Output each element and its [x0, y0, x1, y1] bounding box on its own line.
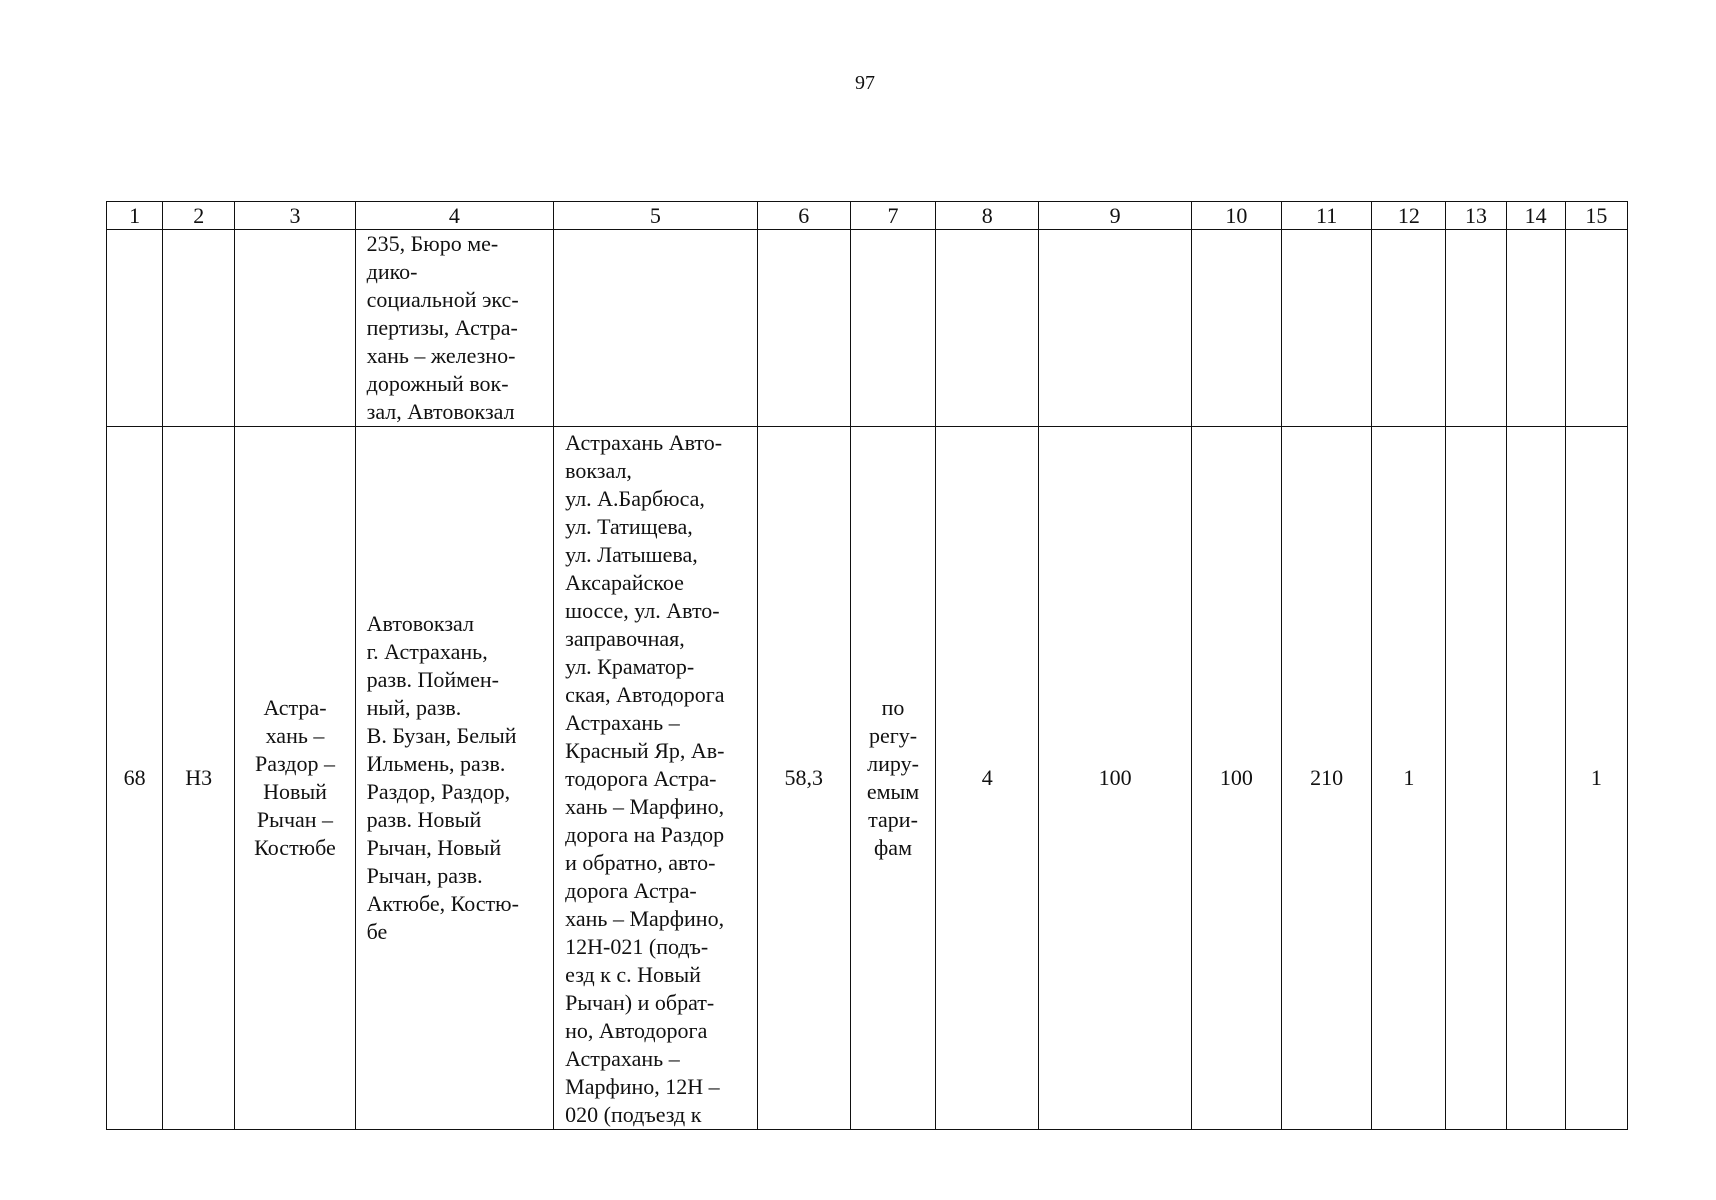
- table-cell: [850, 230, 935, 427]
- length-cell: 58,3: [757, 427, 850, 1130]
- table-cell-12: 1: [1372, 427, 1446, 1130]
- column-header-5: 5: [554, 202, 758, 230]
- table-cell: [757, 230, 850, 427]
- column-header-15: 15: [1565, 202, 1627, 230]
- column-header-8: 8: [936, 202, 1039, 230]
- table-cell: [1446, 230, 1506, 427]
- header-row: [107, 202, 1628, 230]
- table-cell-11: 210: [1282, 427, 1372, 1130]
- column-header-13: 13: [1446, 202, 1506, 230]
- column-header-11: 11: [1282, 202, 1372, 230]
- table-cell-14: [1506, 427, 1565, 1130]
- table-cell: [1039, 230, 1191, 427]
- table-cell-13: [1446, 427, 1506, 1130]
- table-cell-9: 100: [1039, 427, 1191, 1130]
- column-header-6: 6: [757, 202, 850, 230]
- route-name-cell: Астра- хань – Раздор – Новый Рычан – Костюбе: [235, 427, 355, 1130]
- table-cell-8: 4: [936, 427, 1039, 1130]
- column-header-10: 10: [1191, 202, 1281, 230]
- streets-cell: Астрахань Авто- вокзал, ул. А.Барбюса, ул. Татищева, ул. Латышева, Аксарайское шоссе, ул. Авто- заправочная, ул. Краматор- ская, Автодорога Астрахань – Красный Яр, Ав- тодорога Астра- хань – Марфино, дорога на Раздор и обратно, авто- дорога Астра- хань – Марфино, 12Н-021 (подъ- езд к с. Новый Рычан) и обрат- но, Автодорога Астрахань – Марфино, 12Н – 020 (подъезд к: [554, 427, 758, 1130]
- table-cell: [1282, 230, 1372, 427]
- table-cell: [1372, 230, 1446, 427]
- column-header-1: 1: [107, 202, 163, 230]
- page-number: 97: [855, 72, 875, 94]
- column-header-3: 3: [235, 202, 355, 230]
- table-row: [107, 427, 1628, 1130]
- table-cell: [235, 230, 355, 427]
- route-number-cell: 68: [107, 427, 163, 1130]
- table-cell-10: 100: [1191, 427, 1281, 1130]
- column-header-4: 4: [355, 202, 554, 230]
- table-row: [107, 230, 1628, 427]
- table-cell-15: 1: [1565, 427, 1627, 1130]
- column-header-2: 2: [163, 202, 235, 230]
- table-cell: [1506, 230, 1565, 427]
- table-cell: [936, 230, 1039, 427]
- table-cell: [554, 230, 758, 427]
- table-cell: [163, 230, 235, 427]
- stops-cell: Автовокзал г. Астрахань, разв. Поймен- ный, разв. В. Бузан, Белый Ильмень, разв. Раздор, Раздор, разв. Новый Рычан, Новый Рычан, разв. Актюбе, Костю- бе: [355, 427, 554, 1130]
- column-header-12: 12: [1372, 202, 1446, 230]
- column-header-14: 14: [1506, 202, 1565, 230]
- table-cell: [1565, 230, 1627, 427]
- table-cell: [1191, 230, 1281, 427]
- column-header-7: 7: [850, 202, 935, 230]
- table-cell: [107, 230, 163, 427]
- column-header-9: 9: [1039, 202, 1191, 230]
- stops-continuation-cell: 235, Бюро ме- дико- социальной экс- пертизы, Астра- хань – железно- дорожный вок- зал, Автовокзал: [355, 230, 554, 427]
- fare-type-cell: по регу- лиру- емым тари- фам: [850, 427, 935, 1130]
- route-code-cell: Н3: [163, 427, 235, 1130]
- route-table: [106, 201, 1628, 1130]
